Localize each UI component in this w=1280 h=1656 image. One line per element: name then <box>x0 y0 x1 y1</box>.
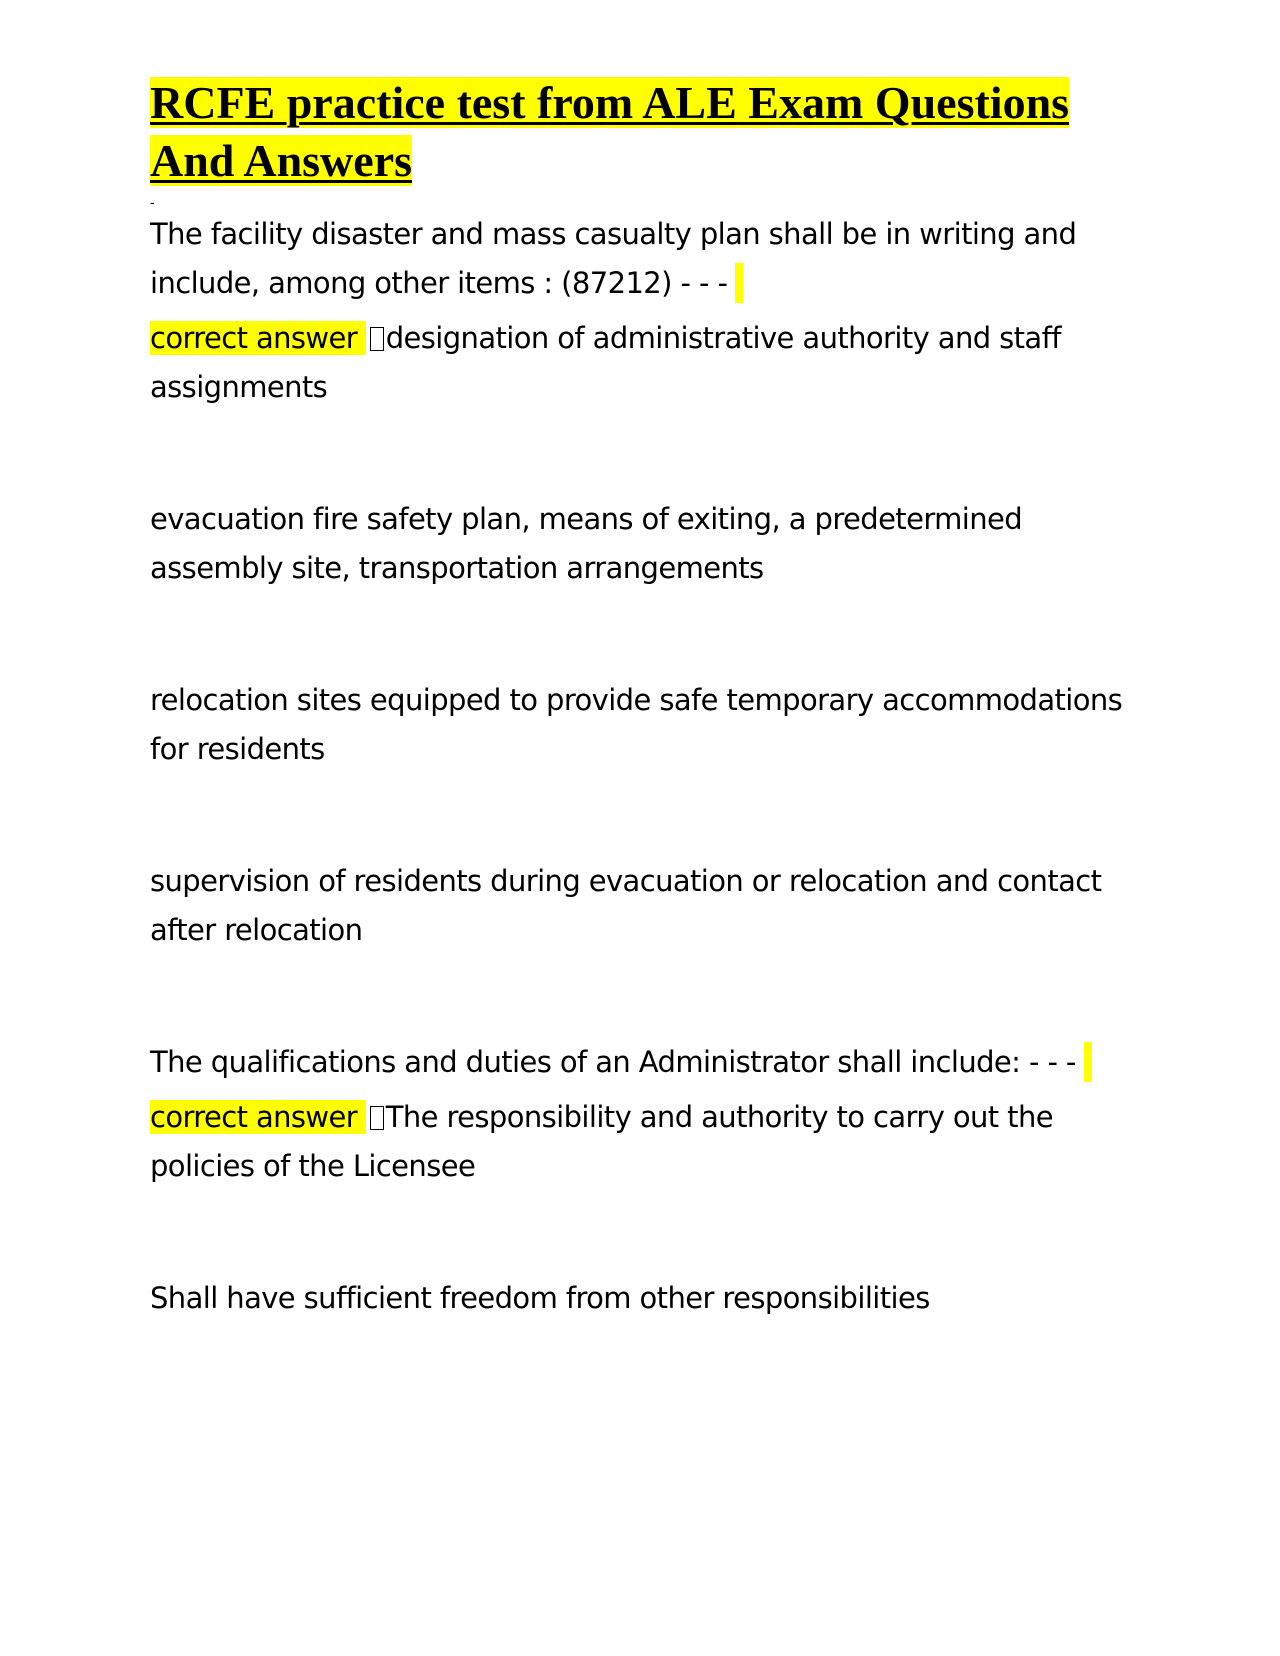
question-1-text: The facility disaster and mass casualty plan shall be in writing and include, among other items : (87212) <box>150 217 1077 300</box>
dash-marker: - <box>150 194 155 210</box>
answer-2-item-1: Shall have sufficient freedom from other responsibilities <box>150 1281 930 1315</box>
highlight-marker <box>1084 1042 1092 1082</box>
question-2-text: The qualifications and duties of an Administrator shall include: <box>150 1045 1021 1079</box>
document-content <box>150 74 1130 1323</box>
question-2-separator: - - - <box>1028 1045 1076 1079</box>
highlight-marker <box>735 263 743 303</box>
answer-1 <box>150 314 1130 412</box>
answer-2-text: The responsibility and authority to carry out the policies of the Licensee <box>150 1100 1053 1183</box>
answer-2-label <box>150 1100 366 1134</box>
answer-label-text: correct answer <box>150 321 358 355</box>
answer-1-label <box>150 321 366 355</box>
question-1 <box>150 210 1130 308</box>
answer-1-item-3: supervision of residents during evacuation or relocation and contact after relocation <box>150 864 1102 947</box>
answer-1-item-2: relocation sites equipped to provide safe temporary accommodations for residents <box>150 683 1123 766</box>
question-2 <box>150 1038 1130 1087</box>
question-1-separator: - - - <box>680 266 728 300</box>
answer-1-item-1: evacuation fire safety plan, means of exiting, a predetermined assembly site, transportation arrangements <box>150 502 1023 585</box>
answer-2 <box>150 1093 1130 1191</box>
answer-1-text: designation of administrative authority and staff assignments <box>150 321 1061 404</box>
missing-glyph-icon <box>370 327 384 351</box>
missing-glyph-icon <box>370 1106 384 1130</box>
document-title <box>150 74 1130 190</box>
answer-label-text: correct answer <box>150 1100 358 1134</box>
title-text: RCFE practice test from ALE Exam Questions And Answers <box>150 77 1070 186</box>
